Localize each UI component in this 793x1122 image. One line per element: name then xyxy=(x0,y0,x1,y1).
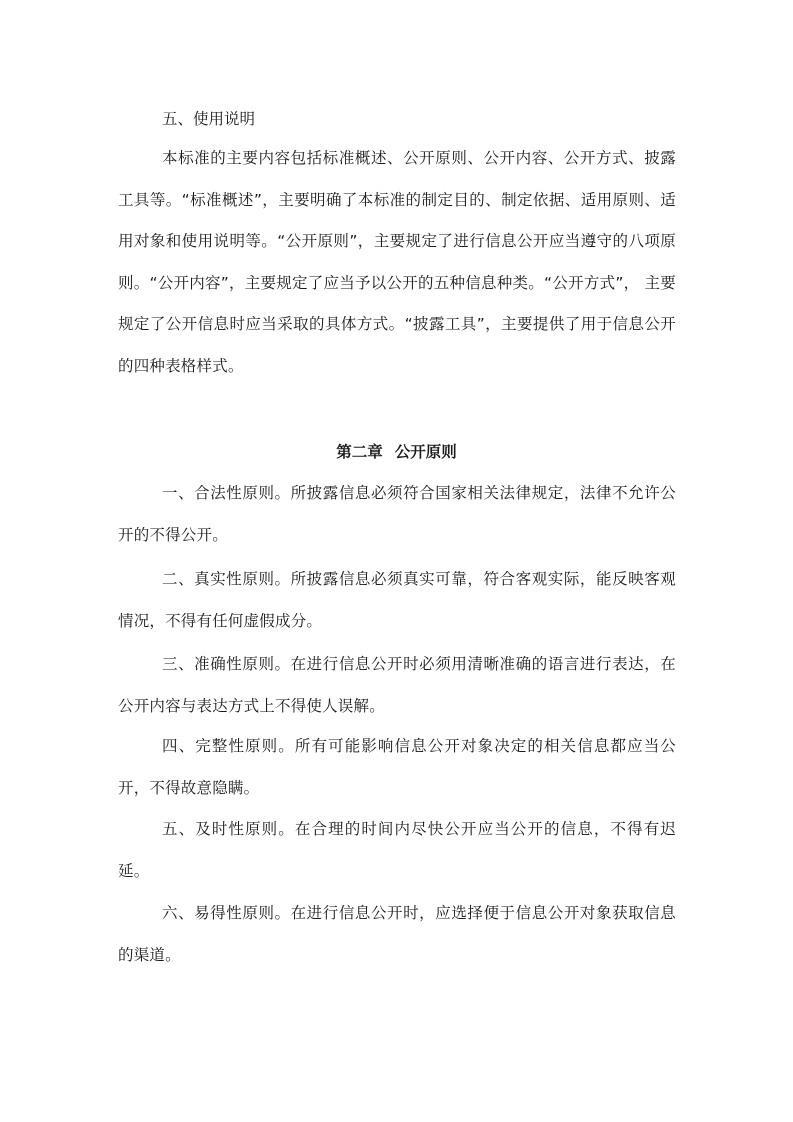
chapter-title xyxy=(0,440,793,464)
principle-paragraph-3: 三、准确性原则。在进行信息公开时必须用清晰准确的语言进行表达，在公开内容与表达方式上不得使人误解。 xyxy=(118,655,676,715)
principle-paragraph-5: 五、及时性原则。在合理的时间内尽快公开应当公开的信息，不得有迟延。 xyxy=(118,820,676,880)
principle-paragraph-1: 一、合法性原则。所披露信息必须符合国家相关法律规定，法律不允许公开的不得公开。 xyxy=(118,484,676,544)
principle-paragraph-2: 二、真实性原则。所披露信息必须真实可靠，符合客观实际，能反映客观情况，不得有任何虚假成分。 xyxy=(118,570,676,630)
chapter-name: 公开原则 xyxy=(394,443,457,461)
principle-paragraph-6: 六、易得性原则。在进行信息公开时，应选择便于信息公开对象获取信息的渠道。 xyxy=(118,904,676,964)
section-heading-usage: 五、使用说明 xyxy=(162,110,256,128)
chapter-number: 第二章 xyxy=(336,443,383,461)
principle-paragraph-4: 四、完整性原则。所有可能影响信息公开对象决定的相关信息都应当公开，不得故意隐瞒。 xyxy=(118,737,676,797)
usage-paragraph: 本标准的主要内容包括标准概述、公开原则、公开内容、公开方式、披露工具等。“标准概述”，主要明确了本标准的制定目的、制定依据、适用原则、适用对象和使用说明等。“公开原则”，主要规定了进行信息公开应当遵守的八项原则。“公开内容”，主要规定了应当予以公开的五种信息种类。“公开方式”， 主要规定了公开信息时应当采取的具体方式。“披露工具”，主要提供了用于信息公开的四种表格样式。 xyxy=(118,149,676,375)
